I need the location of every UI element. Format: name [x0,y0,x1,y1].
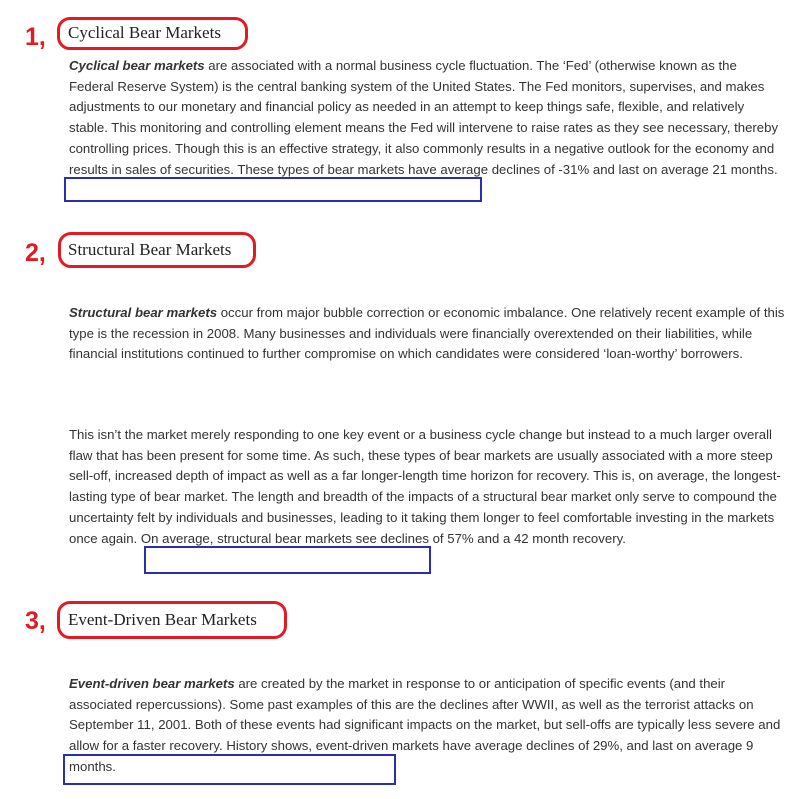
highlight-box-cyclical-stats [64,177,482,202]
paragraph-text: are associated with a normal business cycle fluctuation. The ‘Fed’ (otherwise known as the Federal Reserve System) is the central banking system of the United States. The Fed monitors, supervises, and makes adjustments to our monetary and financial policy as needed in an attempt to keep things safe, flexible, and relatively stable. This monitoring and controlling element means the Fed will intervene to raise rates as they see necessary, thereby controlling prices. Though this is an effective strategy, it also commonly results in a negative outlook for the economy and results in sales of securities. These types of bear markets have average declines of -31% and last on average 21 months. [69,58,779,177]
paragraph-text: are created by the market in response to or anticipation of specific events (and their associated repercussions). Some past examples of this are the declines after WWII, as well as the terrorist attacks on September 11, 2001. Both of these events had significant impacts on the market, but sell-offs are typically less severe and allow for a faster recovery. History shows, event-driven markets have average declines of 29%, and last on average 9 months. [69,676,781,774]
paragraph-cyclical [69,56,785,180]
term-event-driven: Event-driven bear markets [69,676,235,691]
paragraph-text: This isn’t the market merely responding to one key event or a business cycle change but instead to a much larger overall flaw that has been present for some time. As such, these types of bear markets are usually associated with a more steep sell-off, increased depth of impact as well as a far longer-length time horizon for recovery. This is, on average, the longest-lasting type of bear market. The length and breadth of the impacts of a structural bear market only serve to compound the uncertainty felt by individuals and businesses, leading to it taking them longer to feel comfortable investing in the markets once again. On average, structural bear markets see declines of 57% and a 42 month recovery. [69,427,781,546]
highlight-box-structural-stats [144,546,431,574]
highlight-box-event-driven-stats [63,754,396,785]
section-number-1: 1, [25,23,46,51]
paragraph-structural-1 [69,303,785,365]
term-cyclical: Cyclical bear markets [69,58,205,73]
section-title-cyclical: Cyclical Bear Markets [68,23,221,42]
section-number-2: 2, [25,239,46,267]
paragraph-text: occur from major bubble correction or economic imbalance. One relatively recent example of this type is the recession in 2008. Many businesses and individuals were financially overextended on their liabilities, while financial institutions continued to further compromise on which candidates were considered ‘loan-worthy’ borrowers. [69,305,785,362]
term-structural: Structural bear markets [69,305,218,320]
section-title-event-driven: Event-Driven Bear Markets [68,610,257,629]
section-number-3: 3, [25,607,46,635]
section-title-structural: Structural Bear Markets [68,240,232,259]
paragraph-structural-2 [69,425,785,549]
